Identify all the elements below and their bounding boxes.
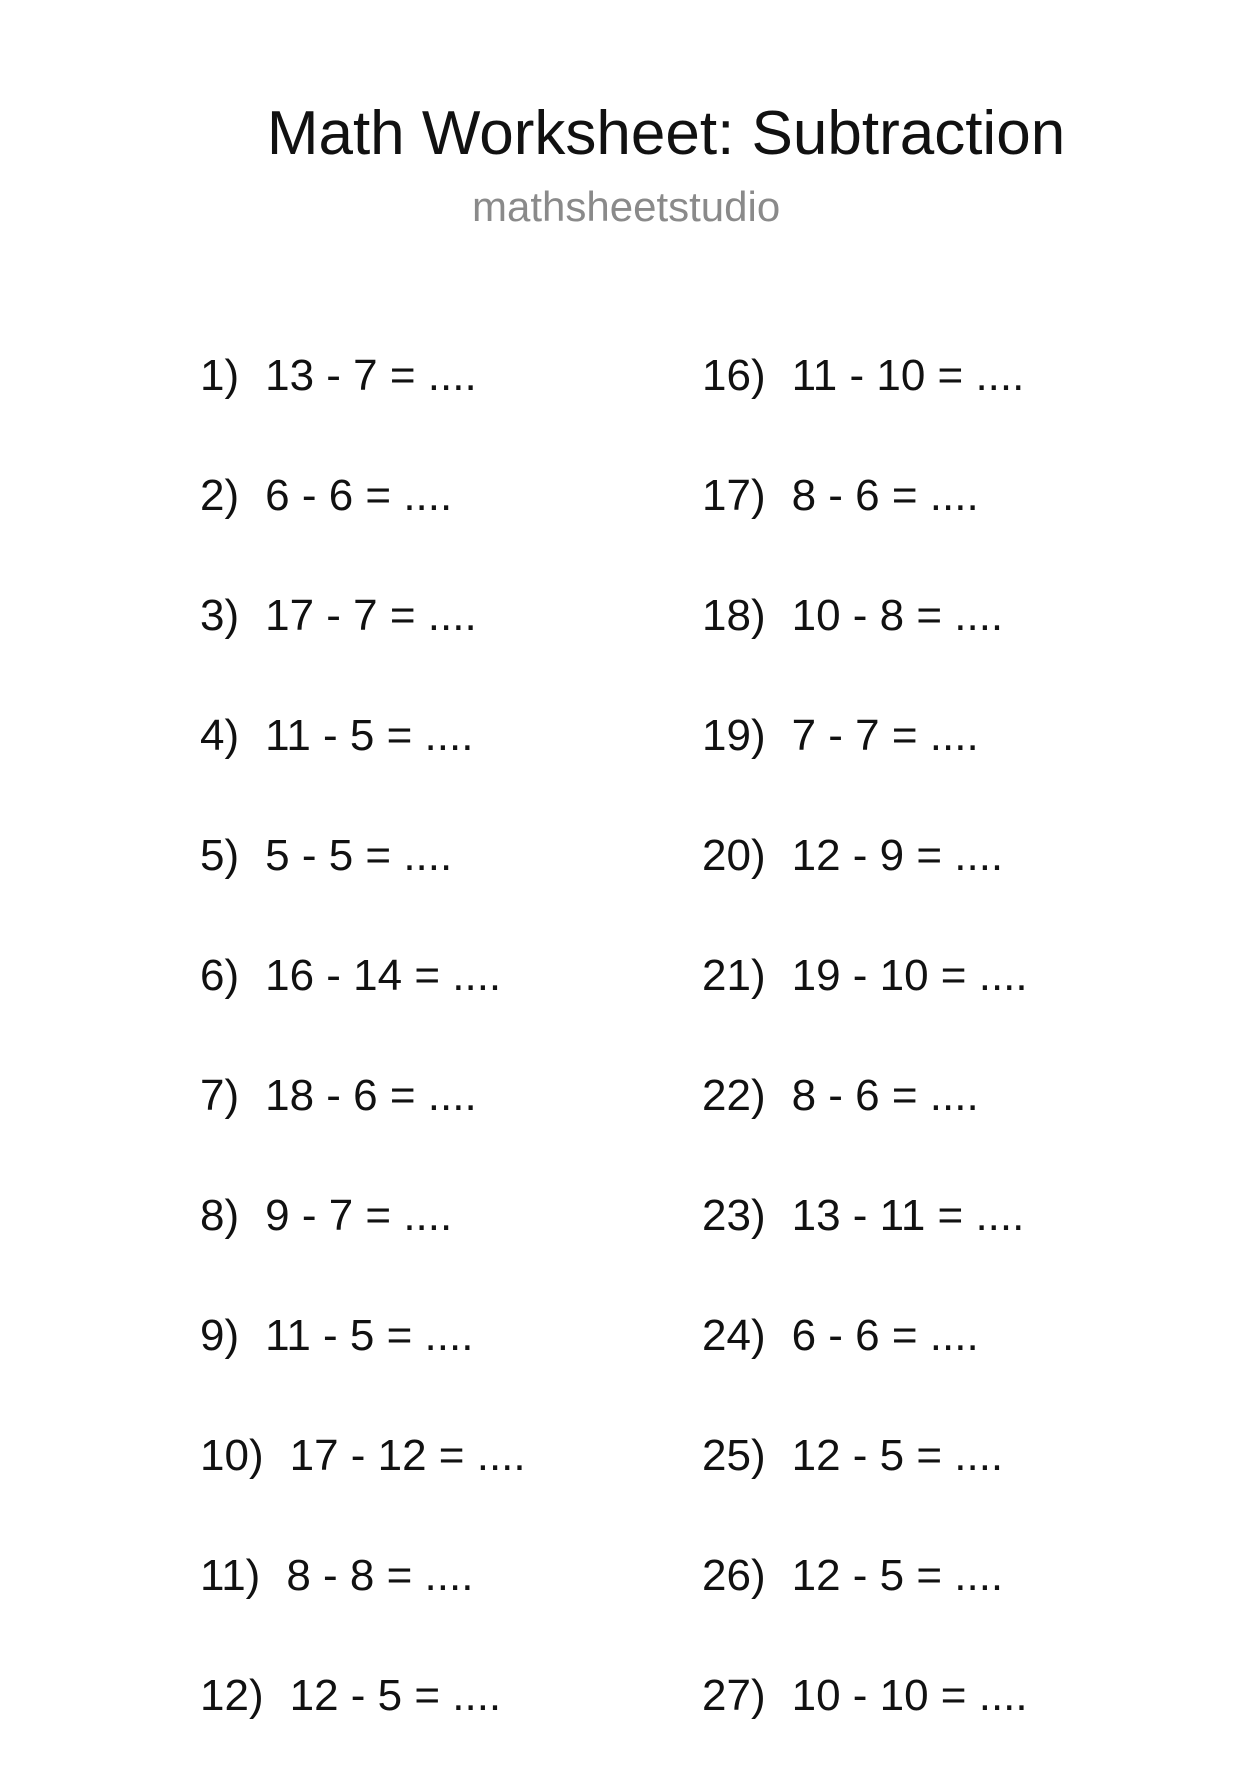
problem-expression: 8 - 6 = .... — [791, 1071, 979, 1120]
problem-row — [200, 1190, 526, 1310]
problem-number: 26) — [702, 1551, 766, 1600]
problem-expression: 16 - 14 = .... — [265, 951, 502, 1000]
problem-number: 10) — [200, 1431, 264, 1480]
problem-expression: 11 - 10 = .... — [791, 351, 1025, 400]
problem-expression: 19 - 10 = .... — [791, 951, 1028, 1000]
problem-row — [702, 590, 1028, 710]
problem-number: 11) — [200, 1551, 261, 1600]
problem-number: 6) — [200, 951, 240, 1000]
problem-row — [200, 1550, 526, 1670]
problem-row — [200, 1310, 526, 1430]
problem-row — [702, 1310, 1028, 1430]
problem-row — [200, 470, 526, 590]
problem-row — [702, 1070, 1028, 1190]
problem-number: 12) — [200, 1671, 264, 1720]
problem-number: 23) — [702, 1191, 766, 1240]
problem-row — [702, 1550, 1028, 1670]
problem-number: 1) — [200, 351, 240, 400]
problem-number: 25) — [702, 1431, 766, 1480]
problem-expression: 17 - 7 = .... — [265, 591, 477, 640]
problem-row — [200, 590, 526, 710]
problem-row — [702, 1670, 1028, 1790]
problem-expression: 5 - 5 = .... — [265, 831, 453, 880]
problem-row — [200, 710, 526, 830]
worksheet-subtitle: mathsheetstudio — [472, 183, 781, 230]
problem-expression: 17 - 12 = .... — [289, 1431, 526, 1480]
problem-number: 3) — [200, 591, 240, 640]
problem-column-right — [702, 350, 1028, 1790]
problem-number: 19) — [702, 711, 766, 760]
problem-expression: 12 - 5 = .... — [791, 1431, 1004, 1480]
problem-row — [702, 1190, 1028, 1310]
problem-row — [200, 1670, 526, 1790]
problem-expression: 8 - 8 = .... — [286, 1551, 474, 1600]
problem-row — [200, 830, 526, 950]
problem-row — [702, 1430, 1028, 1550]
problem-number: 20) — [702, 831, 766, 880]
problem-number: 17) — [702, 471, 766, 520]
problem-expression: 6 - 6 = .... — [791, 1311, 979, 1360]
problem-number: 18) — [702, 591, 766, 640]
problem-number: 8) — [200, 1191, 240, 1240]
worksheet-title: Math Worksheet: Subtraction — [266, 99, 1066, 168]
problem-row — [702, 470, 1028, 590]
problem-row — [702, 830, 1028, 950]
problem-number: 22) — [702, 1071, 766, 1120]
problem-expression: 9 - 7 = .... — [265, 1191, 453, 1240]
problem-number: 5) — [200, 831, 240, 880]
problem-row — [702, 350, 1028, 470]
problem-number: 16) — [702, 351, 766, 400]
problem-expression: 11 - 5 = .... — [265, 1311, 474, 1360]
problem-expression: 13 - 11 = .... — [791, 1191, 1025, 1240]
problem-column-left — [200, 350, 526, 1790]
problem-expression: 18 - 6 = .... — [265, 1071, 477, 1120]
problem-expression: 12 - 5 = .... — [791, 1551, 1004, 1600]
problem-row — [200, 350, 526, 470]
problem-number: 4) — [200, 711, 240, 760]
problem-number: 21) — [702, 951, 766, 1000]
problem-expression: 10 - 8 = .... — [791, 591, 1004, 640]
problem-expression: 11 - 5 = .... — [265, 711, 474, 760]
problem-number: 27) — [702, 1671, 766, 1720]
problem-number: 7) — [200, 1071, 240, 1120]
problem-expression: 10 - 10 = .... — [791, 1671, 1028, 1720]
problem-row — [702, 950, 1028, 1070]
problem-expression: 12 - 5 = .... — [289, 1671, 502, 1720]
problem-row — [200, 950, 526, 1070]
problem-expression: 13 - 7 = .... — [265, 351, 477, 400]
problem-expression: 12 - 9 = .... — [791, 831, 1004, 880]
problem-expression: 6 - 6 = .... — [265, 471, 453, 520]
problem-number: 9) — [200, 1311, 240, 1360]
problem-number: 2) — [200, 471, 240, 520]
problem-expression: 8 - 6 = .... — [791, 471, 979, 520]
problem-number: 24) — [702, 1311, 766, 1360]
problem-row — [702, 710, 1028, 830]
problem-row — [200, 1430, 526, 1550]
problem-expression: 7 - 7 = .... — [791, 711, 979, 760]
problem-row — [200, 1070, 526, 1190]
